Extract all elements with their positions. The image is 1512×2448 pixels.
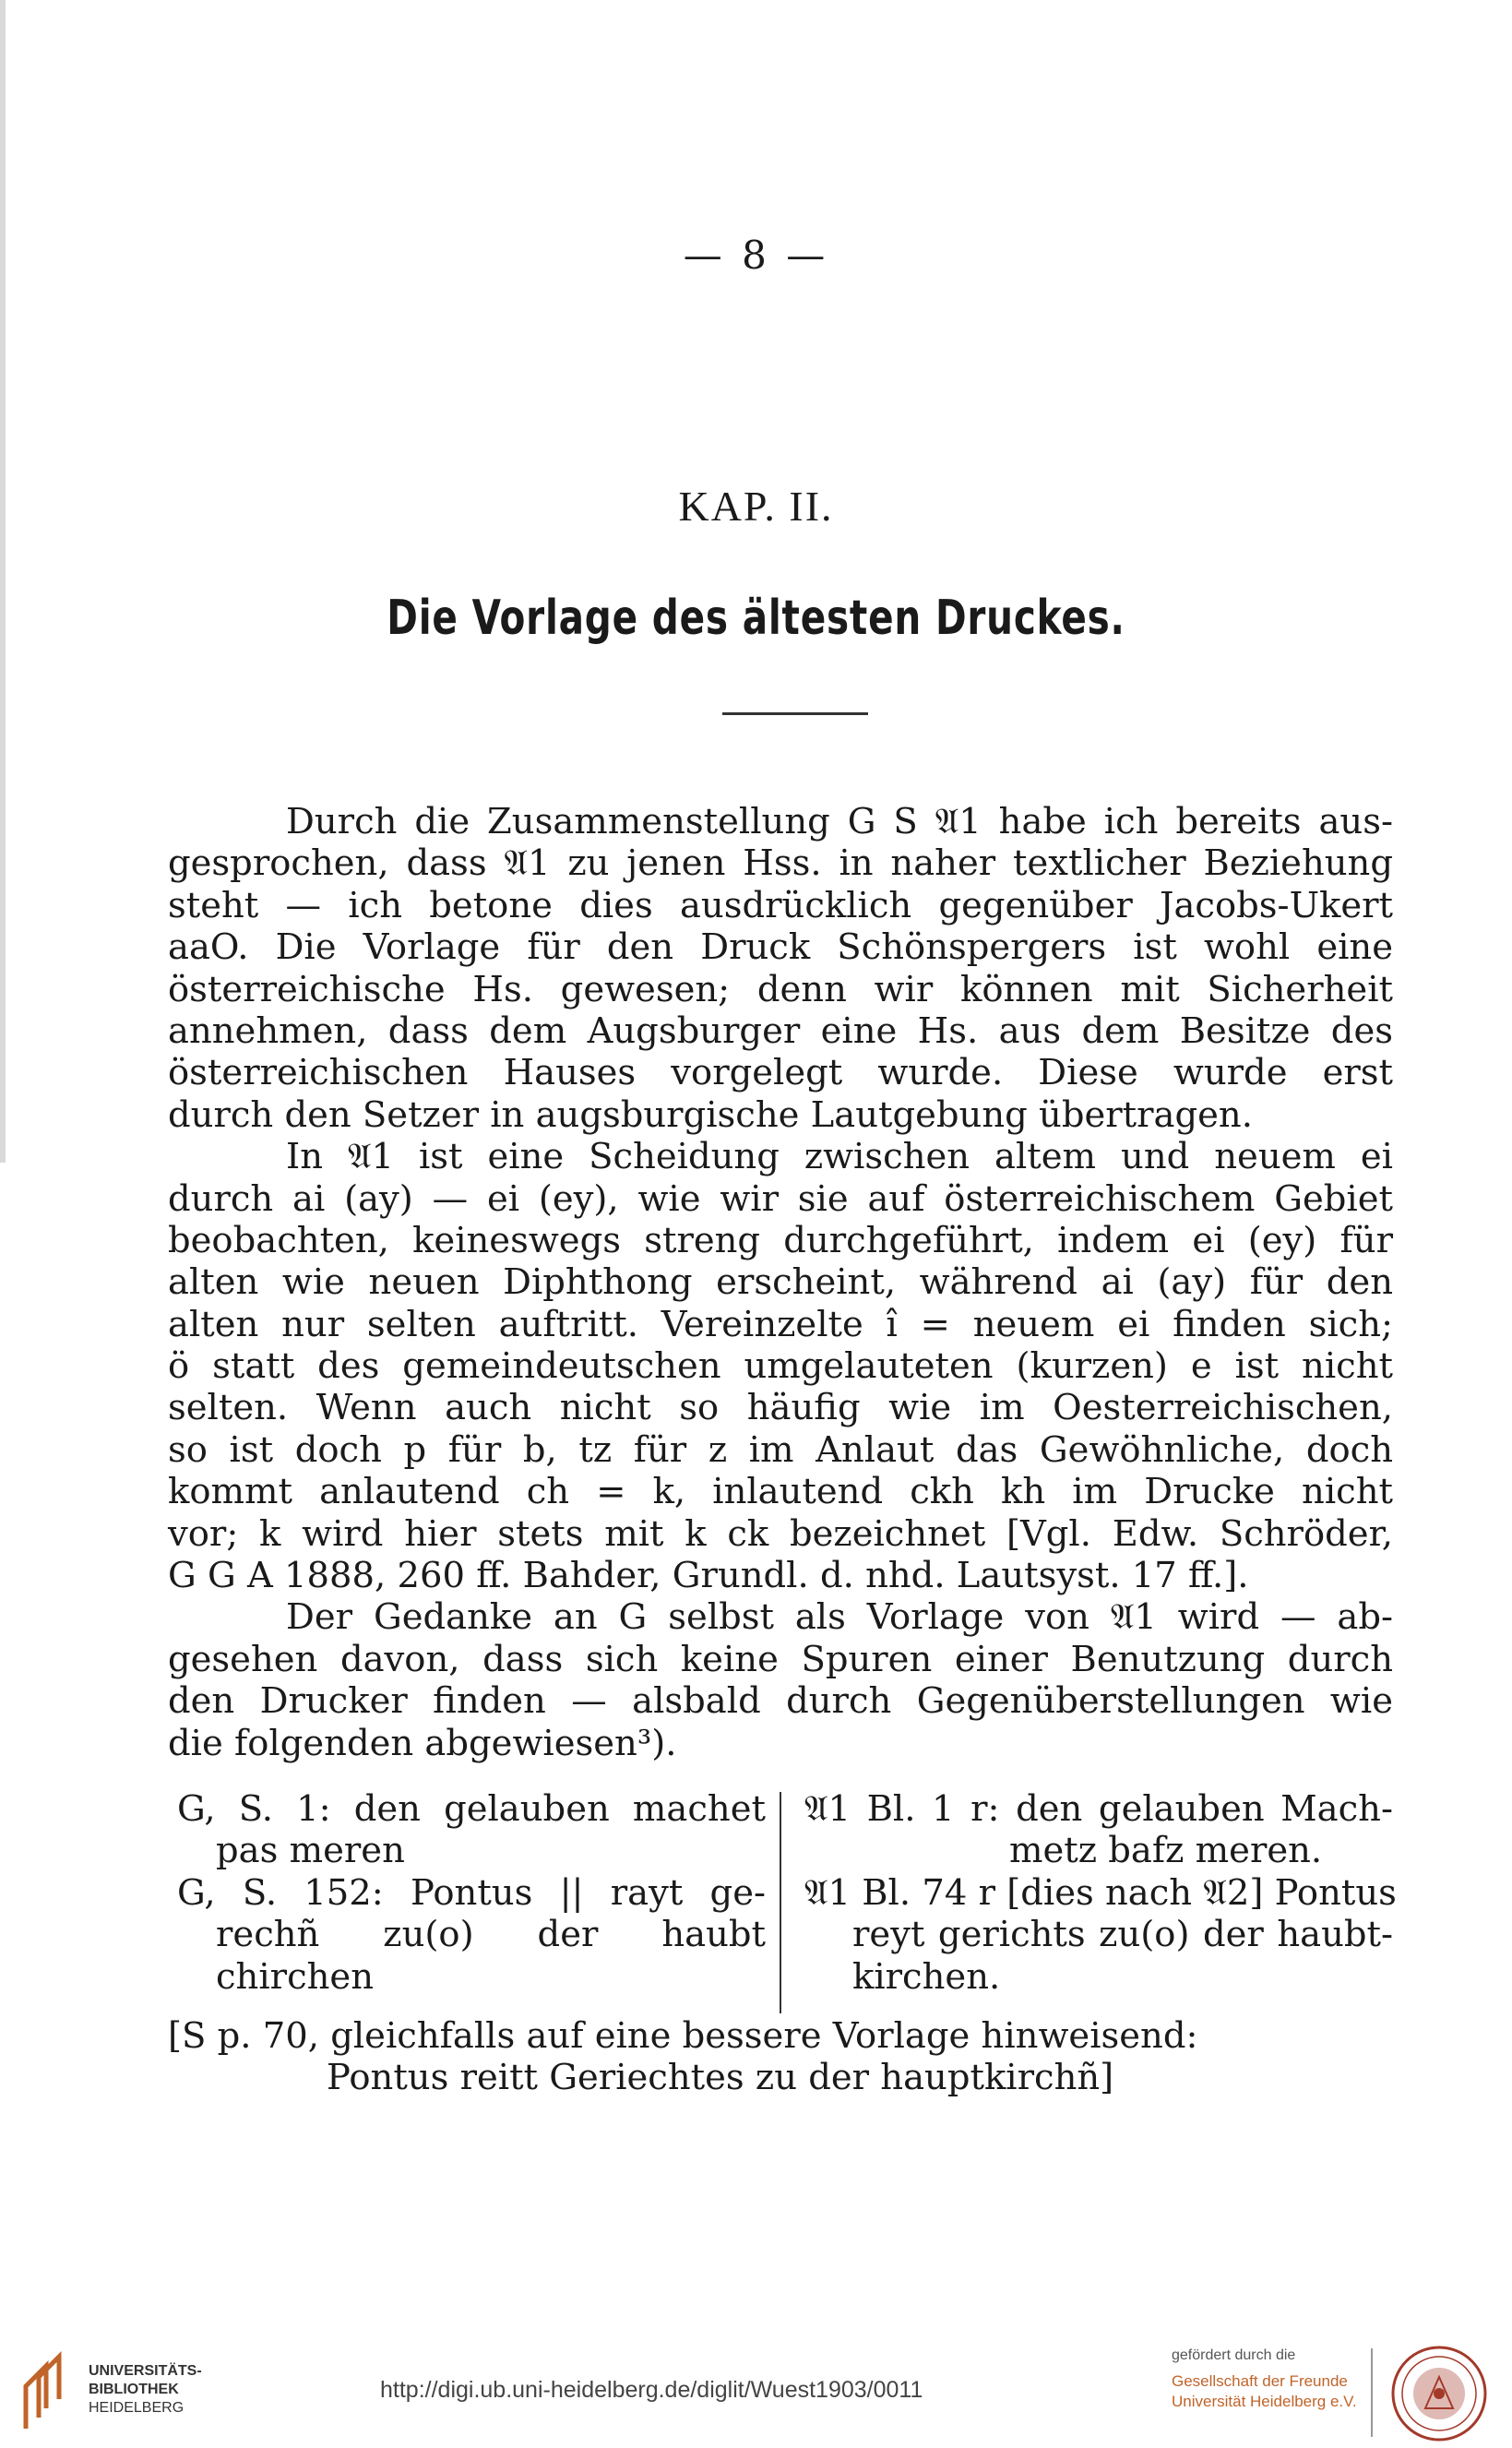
body-line: kommt anlautend ch = k, inlautend ckh kh im Drucke nicht <box>168 1471 1393 1513</box>
body-line: aaO. Die Vorlage für den Druck Schönspergers ist wohl eine <box>168 926 1393 969</box>
scan-edge-shadow <box>0 0 6 1163</box>
body-line: die folgenden abgewiesen³). <box>168 1722 677 1764</box>
comparison-line: kirchen. <box>852 1955 1001 1998</box>
body-line: steht — ich betone dies ausdrücklich gegenüber Jacobs-Ukert <box>168 884 1393 926</box>
body-line: Durch die Zusammenstellung G S 𝔄1 habe ich bereits aus- <box>286 801 1393 842</box>
comparison-entry <box>177 1788 766 1872</box>
body-line: österreichische Hs. gewesen; denn wir können mit Sicherheit <box>168 968 1393 1010</box>
body-line: durch ai (ay) — ei (ey), wie wir sie auf österreichischem Gebiet <box>168 1177 1393 1220</box>
bracket-note <box>168 2015 1393 2099</box>
note-line-1: [S p. 70, gleichfalls auf eine bessere Vorlage hinweisend: <box>168 2015 1198 2057</box>
sponsor-name-line-1: Gesellschaft der Freunde <box>1172 2372 1348 2390</box>
comparison-line: metz bafz meren. <box>1009 1830 1323 1872</box>
body-line: beobachten, keineswegs streng durchgeführt, indem ei (ey) für <box>168 1219 1393 1261</box>
comparison-left-column <box>177 1788 766 1998</box>
permalink-url[interactable]: http://digi.ub.uni-heidelberg.de/diglit/Wuest1903/0011 <box>380 2377 923 2403</box>
library-name <box>89 2362 202 2418</box>
comparison-entry <box>804 1871 1397 1998</box>
library-logo-icon <box>18 2349 77 2434</box>
body-line: vor; k wird hier stets mit k ck bezeichnet [Vgl. Edw. Schröder, <box>168 1512 1393 1555</box>
comparison-line: 𝔄1 Bl. 74 r [dies nach 𝔄2] Pontus <box>804 1871 1397 1914</box>
body-line: annehmen, dass dem Augsburger eine Hs. aus dem Besitze des <box>168 1009 1393 1052</box>
comparison-right-column <box>804 1788 1397 1998</box>
column-divider <box>780 1792 781 2013</box>
body-line: so ist doch p für b, tz für z im Anlaut das Gewöhnliche, doch <box>168 1428 1393 1471</box>
chapter-title: Die Vorlage des ältesten Druckes. <box>387 591 1125 646</box>
body-line: gesprochen, dass 𝔄1 zu jenen Hss. in naher textlicher Beziehung <box>168 842 1393 885</box>
comparison-line: reyt gerichts zu(o) der haubt- <box>852 1914 1393 1956</box>
comparison-line: 𝔄1 Bl. 1 r: den gelauben Mach- <box>804 1788 1393 1830</box>
library-name-line-1: UNIVERSITÄTS- <box>89 2363 202 2379</box>
body-line: gesehen davon, dass sich keine Spuren einer Benutzung durch <box>168 1638 1393 1680</box>
body-line: alten nur selten auftritt. Vereinzelte î = neuem ei finden sich; <box>168 1303 1393 1345</box>
body-line: den Drucker finden — alsbald durch Gegenüberstellungen wie <box>168 1680 1393 1723</box>
comparison-entry <box>804 1788 1393 1872</box>
comparison-line: G, S. 1: den gelauben machet <box>177 1788 766 1830</box>
body-line: ö statt des gemeindeutschen umgelauteten (kurzen) e ist nicht <box>168 1345 1393 1388</box>
library-name-line-2: BIBLIOTHEK <box>89 2382 179 2397</box>
body-line: österreichischen Hauses vorgelegt wurde. Diese wurde erst <box>168 1052 1393 1094</box>
body-line: alten wie neuen Diphthong erscheint, während ai (ay) für den <box>168 1261 1393 1304</box>
comparison-line: chirchen <box>216 1955 375 1998</box>
chapter-heading: KAP. II. <box>678 483 834 530</box>
comparison-line: pas meren <box>216 1830 405 1872</box>
sponsor-by-label: gefördert durch die <box>1172 2347 1296 2363</box>
title-divider <box>722 712 868 715</box>
comparison-entry <box>177 1872 766 1998</box>
body-text <box>168 801 1393 1764</box>
sponsor-name-line-2: Universität Heidelberg e.V. <box>1172 2393 1357 2410</box>
comparison-line: G, S. 152: Pontus || rayt ge- <box>177 1871 766 1914</box>
library-name-line-3: HEIDELBERG <box>89 2400 185 2416</box>
sponsor-credit <box>1172 2346 1357 2412</box>
body-line: G G A 1888, 260 ff. Bahder, Grundl. d. nhd. Lautsyst. 17 ff.]. <box>168 1555 1249 1597</box>
body-line: In 𝔄1 ist eine Scheidung zwischen altem und neuem ei <box>286 1136 1393 1178</box>
university-seal-icon <box>1388 2344 1490 2443</box>
page-number: — 8 — <box>683 233 829 278</box>
body-line: durch den Setzer in augsburgische Lautgebung übertragen. <box>168 1093 1253 1136</box>
body-line: selten. Wenn auch nicht so häufig wie im Oesterreichischen, <box>168 1387 1393 1429</box>
note-line-2: Pontus reitt Geriechtes zu der hauptkirchñ] <box>327 2057 1114 2099</box>
body-line: Der Gedanke an G selbst als Vorlage von 𝔄1 wird — ab- <box>286 1596 1393 1639</box>
footer-divider <box>1371 2348 1373 2437</box>
comparison-line: rechñ zu(o) der haubt <box>216 1914 766 1956</box>
